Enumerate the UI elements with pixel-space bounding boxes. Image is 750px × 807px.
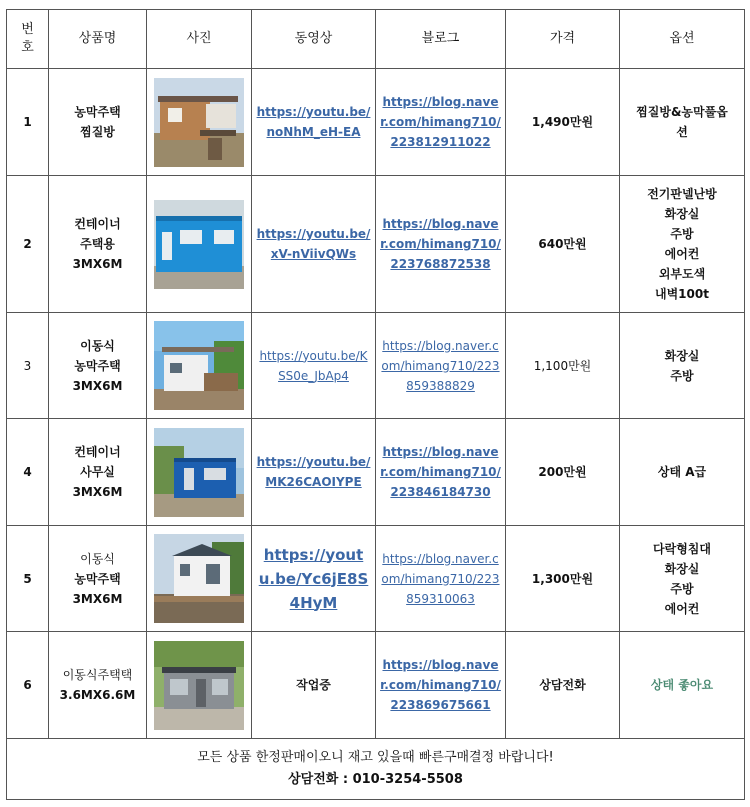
row-number: 3 <box>7 313 49 419</box>
product-name-line: 농막주택 <box>74 358 121 373</box>
header-price: 가격 <box>506 10 620 69</box>
product-name-line: 농막주택 <box>74 571 121 586</box>
option-line: 화장실 <box>664 561 700 576</box>
photo-blue-container-icon[interactable] <box>154 200 244 289</box>
option-line: 찜질방&농막풀옵 <box>636 105 728 119</box>
video-link[interactable]: https://youtu.be/noNhM_eH-EA <box>256 105 371 139</box>
product-name-line: 농막주택 <box>74 105 121 119</box>
product-name-line: 3MX6M <box>72 485 123 499</box>
product-name-line: 이동식주택택 <box>62 668 133 682</box>
options <box>620 526 745 632</box>
product-name <box>49 313 147 419</box>
row-number: 1 <box>7 69 49 176</box>
product-name-line: 컨테이너 <box>74 217 121 231</box>
option-line: 상태 좋아요 <box>650 678 714 692</box>
option-line: 주방 <box>670 368 694 383</box>
option-line: 외부도색 <box>658 267 706 281</box>
video-link[interactable]: https://youtu.be/xV-nViivQWs <box>256 227 371 261</box>
price: 1,490만원 <box>506 69 620 176</box>
options <box>620 69 745 176</box>
blog-cell <box>376 176 506 313</box>
blog-cell <box>376 69 506 176</box>
product-name-line: 이동식 <box>80 338 115 353</box>
option-line: 화장실 <box>664 207 700 221</box>
row-number: 5 <box>7 526 49 632</box>
video-cell <box>252 526 376 632</box>
row-number: 6 <box>7 632 49 739</box>
footer-cell <box>7 739 745 800</box>
photo-cell <box>147 69 252 176</box>
footer-notice: 모든 상품 한정판매이오니 재고 있을때 빠른구매결정 바랍니다! <box>197 750 554 765</box>
table-row <box>7 313 745 419</box>
product-name-line: 3MX6M <box>72 378 123 393</box>
product-name <box>49 419 147 526</box>
product-name-line: 사무실 <box>80 465 115 479</box>
option-line: 주방 <box>670 227 694 241</box>
product-name-line: 이동식 <box>80 551 115 566</box>
photo-white-cabin-pergola-icon[interactable] <box>154 321 244 410</box>
table-row <box>7 526 745 632</box>
photo-cell <box>147 176 252 313</box>
option-line: 주방 <box>670 581 694 596</box>
table-row <box>7 176 745 313</box>
product-name <box>49 632 147 739</box>
product-name-line: 3MX6M <box>72 257 123 271</box>
product-name <box>49 176 147 313</box>
blog-link[interactable]: https://blog.naver.com/himang710/223812911022 <box>380 95 501 149</box>
product-name <box>49 69 147 176</box>
option-line: 내벽100t <box>655 287 709 301</box>
row-number: 2 <box>7 176 49 313</box>
product-table <box>6 9 745 800</box>
video-link[interactable]: https://youtu.be/Yc6jE8S4HyM <box>258 545 369 612</box>
options <box>620 419 745 526</box>
header-options: 옵션 <box>620 10 745 69</box>
video-status: 작업중 <box>252 632 376 739</box>
option-line: 션 <box>676 125 688 139</box>
product-name-line: 주택용 <box>80 237 115 251</box>
price: 1,100만원 <box>506 313 620 419</box>
row-number: 4 <box>7 419 49 526</box>
option-line: 상태 A급 <box>657 465 707 479</box>
price: 640만원 <box>506 176 620 313</box>
video-cell <box>252 313 376 419</box>
blog-link[interactable]: https://blog.naver.com/himang710/223859310063 <box>381 551 500 606</box>
header-product-name: 상품명 <box>49 10 147 69</box>
header-photo: 사진 <box>147 10 252 69</box>
footer-contact: 상담전화 : 010-3254-5508 <box>288 772 463 787</box>
photo-white-house-deck-icon[interactable] <box>154 534 244 623</box>
header-row <box>7 10 745 69</box>
option-line: 에어컨 <box>664 601 700 616</box>
photo-cell <box>147 632 252 739</box>
blog-link[interactable]: https://blog.naver.com/himang710/223846184730 <box>380 445 501 499</box>
video-cell <box>252 176 376 313</box>
price: 상담전화 <box>506 632 620 739</box>
video-cell <box>252 69 376 176</box>
header-number <box>7 10 49 69</box>
options <box>620 176 745 313</box>
photo-house-deck-icon[interactable] <box>154 78 244 167</box>
option-line: 에어컨 <box>664 247 700 261</box>
price: 200만원 <box>506 419 620 526</box>
photo-cell <box>147 313 252 419</box>
options <box>620 313 745 419</box>
product-name-line: 컨테이너 <box>74 445 121 459</box>
header-number-label: 번 호 <box>21 22 34 55</box>
video-cell <box>252 419 376 526</box>
header-blog: 블로그 <box>376 10 506 69</box>
photo-gray-modular-house-icon[interactable] <box>154 641 244 730</box>
product-name-line: 찜질방 <box>80 125 115 139</box>
photo-cell <box>147 526 252 632</box>
product-name-line: 3.6MX6.6M <box>59 688 136 702</box>
footer-row <box>7 739 745 800</box>
blog-cell <box>376 313 506 419</box>
blog-link[interactable]: https://blog.naver.com/himang710/223859388829 <box>381 338 500 393</box>
photo-blue-office-container-icon[interactable] <box>154 428 244 517</box>
table-row <box>7 419 745 526</box>
blog-link[interactable]: https://blog.naver.com/himang710/223869675661 <box>380 658 501 712</box>
option-line: 화장실 <box>664 348 700 363</box>
product-name <box>49 526 147 632</box>
blog-cell <box>376 419 506 526</box>
options <box>620 632 745 739</box>
product-name-line: 3MX6M <box>72 591 123 606</box>
table-row <box>7 632 745 739</box>
photo-cell <box>147 419 252 526</box>
blog-cell <box>376 526 506 632</box>
option-line: 전기판넬난방 <box>647 187 717 201</box>
video-link[interactable]: https://youtu.be/KSS0e_JbAp4 <box>259 348 368 383</box>
blog-cell <box>376 632 506 739</box>
table-row <box>7 69 745 176</box>
video-link[interactable]: https://youtu.be/MK26CAOIYPE <box>256 455 371 489</box>
price: 1,300만원 <box>506 526 620 632</box>
header-video: 동영상 <box>252 10 376 69</box>
option-line: 다락형침대 <box>653 541 711 556</box>
blog-link[interactable]: https://blog.naver.com/himang710/223768872538 <box>380 217 501 271</box>
